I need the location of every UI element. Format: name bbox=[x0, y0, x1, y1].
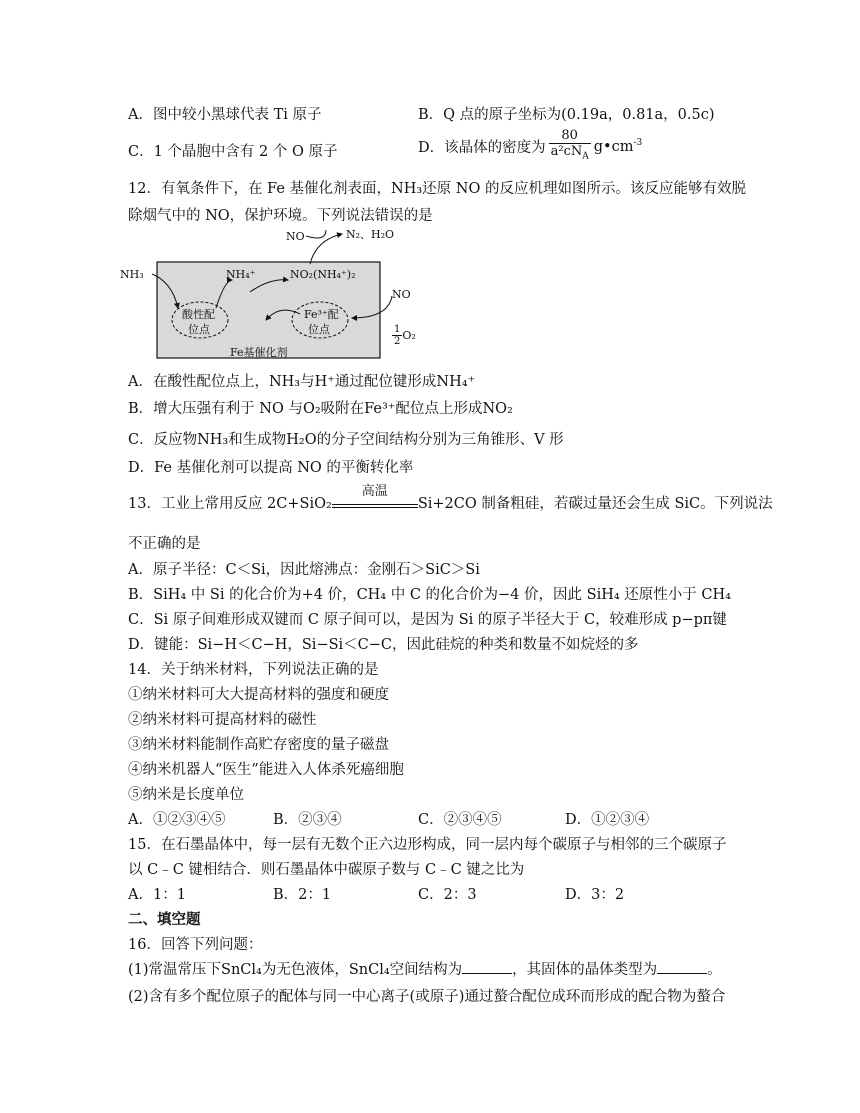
label-no2nh4: NO₂(NH₄⁺)₂ bbox=[290, 268, 356, 281]
arrow-to-products bbox=[310, 234, 342, 264]
q11-option-d bbox=[418, 128, 642, 165]
q12-option-a: A．在酸性配位点上，NH₃与H⁺通过配位键形成NH₄⁺ bbox=[128, 374, 476, 390]
q16-part2: (2)含有多个配位原子的配体与同一中心离子(或原子)通过螯合配位成环而形成的配合物为螯合 bbox=[128, 989, 726, 1005]
q13-option-a: A．原子半径：C＜Si，因此熔沸点：金刚石＞SiC＞Si bbox=[128, 562, 480, 578]
q14-item: ④纳米机器人“医生”能进入人体杀死癌细胞 bbox=[128, 762, 404, 778]
q14-option-c: C．②③④⑤ bbox=[418, 812, 502, 828]
q15-stem-line1: 15．在石墨晶体中，每一层有无数个正六边形构成，同一层内每个碳原子与相邻的三个碳原子 bbox=[128, 837, 727, 853]
label-fe-site-2: 位点 bbox=[308, 323, 330, 336]
label-no-right: NO bbox=[392, 288, 411, 301]
q13-option-c: C．Si 原子间难形成双键而 C 原子间可以，是因为 Si 的原子半径大于 C，较难形成 p−pπ键 bbox=[128, 612, 727, 628]
section-heading: 二、填空题 bbox=[128, 911, 201, 928]
mechanism-svg bbox=[120, 222, 420, 362]
label-catalyst: Fe基催化剂 bbox=[230, 346, 288, 359]
q14-stem: 14．关于纳米材料，下列说法正确的是 bbox=[128, 662, 379, 678]
q15-option-d: D．3：2 bbox=[565, 887, 625, 903]
q15-option-c: C．2：3 bbox=[418, 887, 477, 903]
label-nh3: NH₃ bbox=[120, 268, 144, 281]
q15-stem-line2: 以 C﹣C 键相结合．则石墨晶体中碳原子数与 C﹣C 键之比为 bbox=[128, 862, 525, 878]
q13-stem-line2: 不正确的是 bbox=[128, 536, 201, 552]
answer-blank-1[interactable] bbox=[462, 961, 512, 974]
q11-option-b: B．Q 点的原子坐标为(0.19a，0.81a，0.5c) bbox=[418, 107, 715, 123]
q16-stem: 16．回答下列问题： bbox=[128, 937, 263, 953]
label-acid-site-1: 酸性配 bbox=[182, 308, 215, 321]
q12-stem-line2: 除烟气中的 NO，保护环境。下列说法错误的是 bbox=[128, 208, 433, 224]
label-nh4: NH₄⁺ bbox=[226, 268, 256, 281]
label-no-top: NO bbox=[286, 230, 305, 243]
label-acid-site-2: 位点 bbox=[188, 323, 210, 336]
q14-item: ②纳米材料可提高材料的磁性 bbox=[128, 712, 317, 728]
density-unit: $g•cm^{-3}$ bbox=[593, 137, 643, 155]
answer-blank-2[interactable] bbox=[657, 961, 707, 974]
q11-option-d-prefix: D．该晶体的密度为 bbox=[418, 139, 546, 156]
q12-option-b: B．增大压强有利于 NO 与O₂吸附在Fe³⁺配位点上形成NO₂ bbox=[128, 401, 513, 417]
q12-option-d: D．Fe 基催化剂可以提高 NO 的平衡转化率 bbox=[128, 460, 414, 476]
q12-stem-line1: 12．有氧条件下，在 Fe 基催化剂表面，NH₃还原 NO 的反应机理如图所示。该反应能够有效脱 bbox=[128, 181, 746, 197]
fraction-numerator: 80 bbox=[549, 128, 591, 144]
q11-option-c: C．1 个晶胞中含有 2 个 O 原子 bbox=[128, 144, 338, 160]
q14-option-d: D．①②③④ bbox=[565, 812, 650, 828]
q16-part1: (1)常温常压下SnCl₄为无色液体，SnCl₄空间结构为 ，其固体的晶体类型为 。 bbox=[128, 962, 722, 978]
arrow-no-join bbox=[306, 230, 326, 238]
q13-stem-line1: 13．工业上常用反应 2C+SiO₂ 高温 Si+2CO 制备粗硅，若碳过量还会生成 SiC。下列说法 bbox=[128, 484, 773, 512]
q12-option-c: C．反应物NH₃和生成物H₂O的分子空间结构分别为三角锥形、V 形 bbox=[128, 432, 564, 448]
density-fraction bbox=[549, 128, 591, 165]
fraction-denominator: $a^2cN_A$ bbox=[550, 144, 589, 162]
reaction-mechanism-diagram bbox=[120, 222, 420, 362]
label-fe-site-1: Fe³⁺配 bbox=[304, 308, 339, 321]
q13-option-d: D．键能：Si−H＜C−H，Si−Si＜C−C，因此硅烷的种类和数量不如烷烃的多 bbox=[128, 637, 639, 653]
q13-option-b: B．SiH₄ 中 Si 的化合价为+4 价，CH₄ 中 C 的化合价为−4 价，因此 SiH₄ 还原性小于 CH₄ bbox=[128, 587, 731, 603]
q14-option-a: A．①②③④⑤ bbox=[128, 812, 226, 828]
q14-option-b: B．②③④ bbox=[273, 812, 342, 828]
label-products: N₂、H₂O bbox=[346, 228, 395, 241]
q14-item: ③纳米材料能制作高贮存密度的量子磁盘 bbox=[128, 737, 389, 753]
q14-item: ①纳米材料可大大提高材料的强度和硬度 bbox=[128, 687, 389, 703]
q15-option-a: A．1：1 bbox=[128, 887, 186, 903]
q15-option-b: B．2：1 bbox=[273, 887, 332, 903]
q11-option-a: A．图中较小黑球代表 Ti 原子 bbox=[128, 107, 322, 123]
label-half-o2: $\frac{1}{2}$ O₂ bbox=[394, 324, 416, 347]
reaction-condition: 高温 bbox=[332, 495, 418, 508]
q14-item: ⑤纳米是长度单位 bbox=[128, 787, 244, 803]
